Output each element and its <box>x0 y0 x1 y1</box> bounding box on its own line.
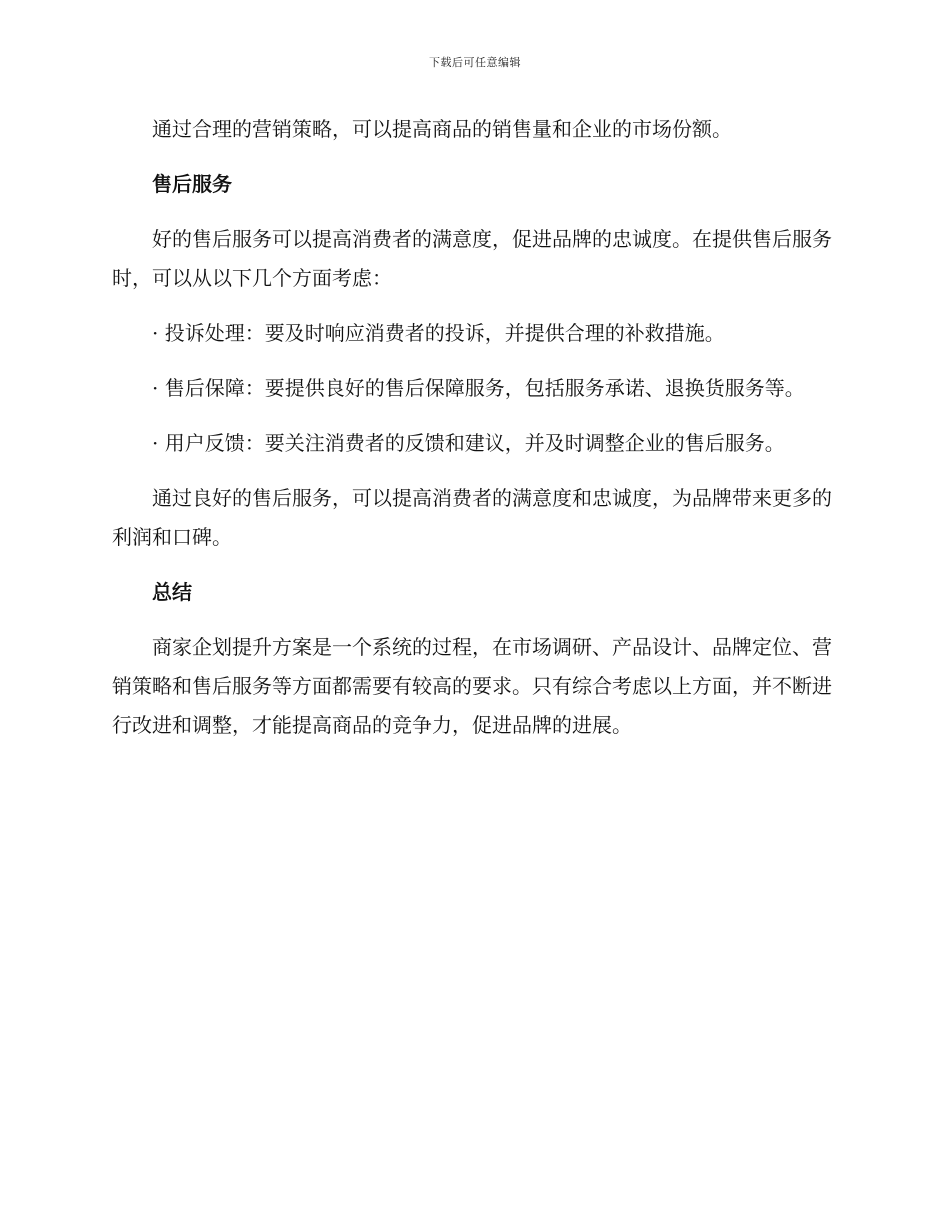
document-body <box>112 110 832 761</box>
page-header: 下载后可任意编辑 <box>429 56 521 69</box>
paragraph-after-sales-conclusion: 通过良好的售后服务，可以提高消费者的满意度和忠诚度，为品牌带来更多的利润和口碑。 <box>112 486 832 549</box>
paragraph-marketing-conclusion: 通过合理的营销策略，可以提高商品的销售量和企业的市场份额。 <box>152 117 732 141</box>
bullet-complaint-handling: · 投诉处理：要及时响应消费者的投诉，并提供合理的补救措施。 <box>152 321 725 345</box>
bullet-after-sales-guarantee: · 售后保障：要提供良好的售后保障服务，包括服务承诺、退换货服务等。 <box>152 376 805 400</box>
paragraph-summary: 商家企划提升方案是一个系统的过程，在市场调研、产品设计、品牌定位、营销策略和售后服务等方面都需要有较高的要求。只有综合考虑以上方面，并不断进行改进和调整，才能提高商品的竞争力，促进品牌的进展。 <box>112 635 832 737</box>
heading-summary: 总结 <box>152 580 192 604</box>
heading-after-sales: 售后服务 <box>152 172 232 196</box>
bullet-user-feedback: · 用户反馈：要关注消费者的反馈和建议，并及时调整企业的售后服务。 <box>152 431 785 455</box>
paragraph-after-sales-intro: 好的售后服务可以提高消费者的满意度，促进品牌的忠诚度。在提供售后服务时，可以从以下几个方面考虑： <box>112 227 832 290</box>
